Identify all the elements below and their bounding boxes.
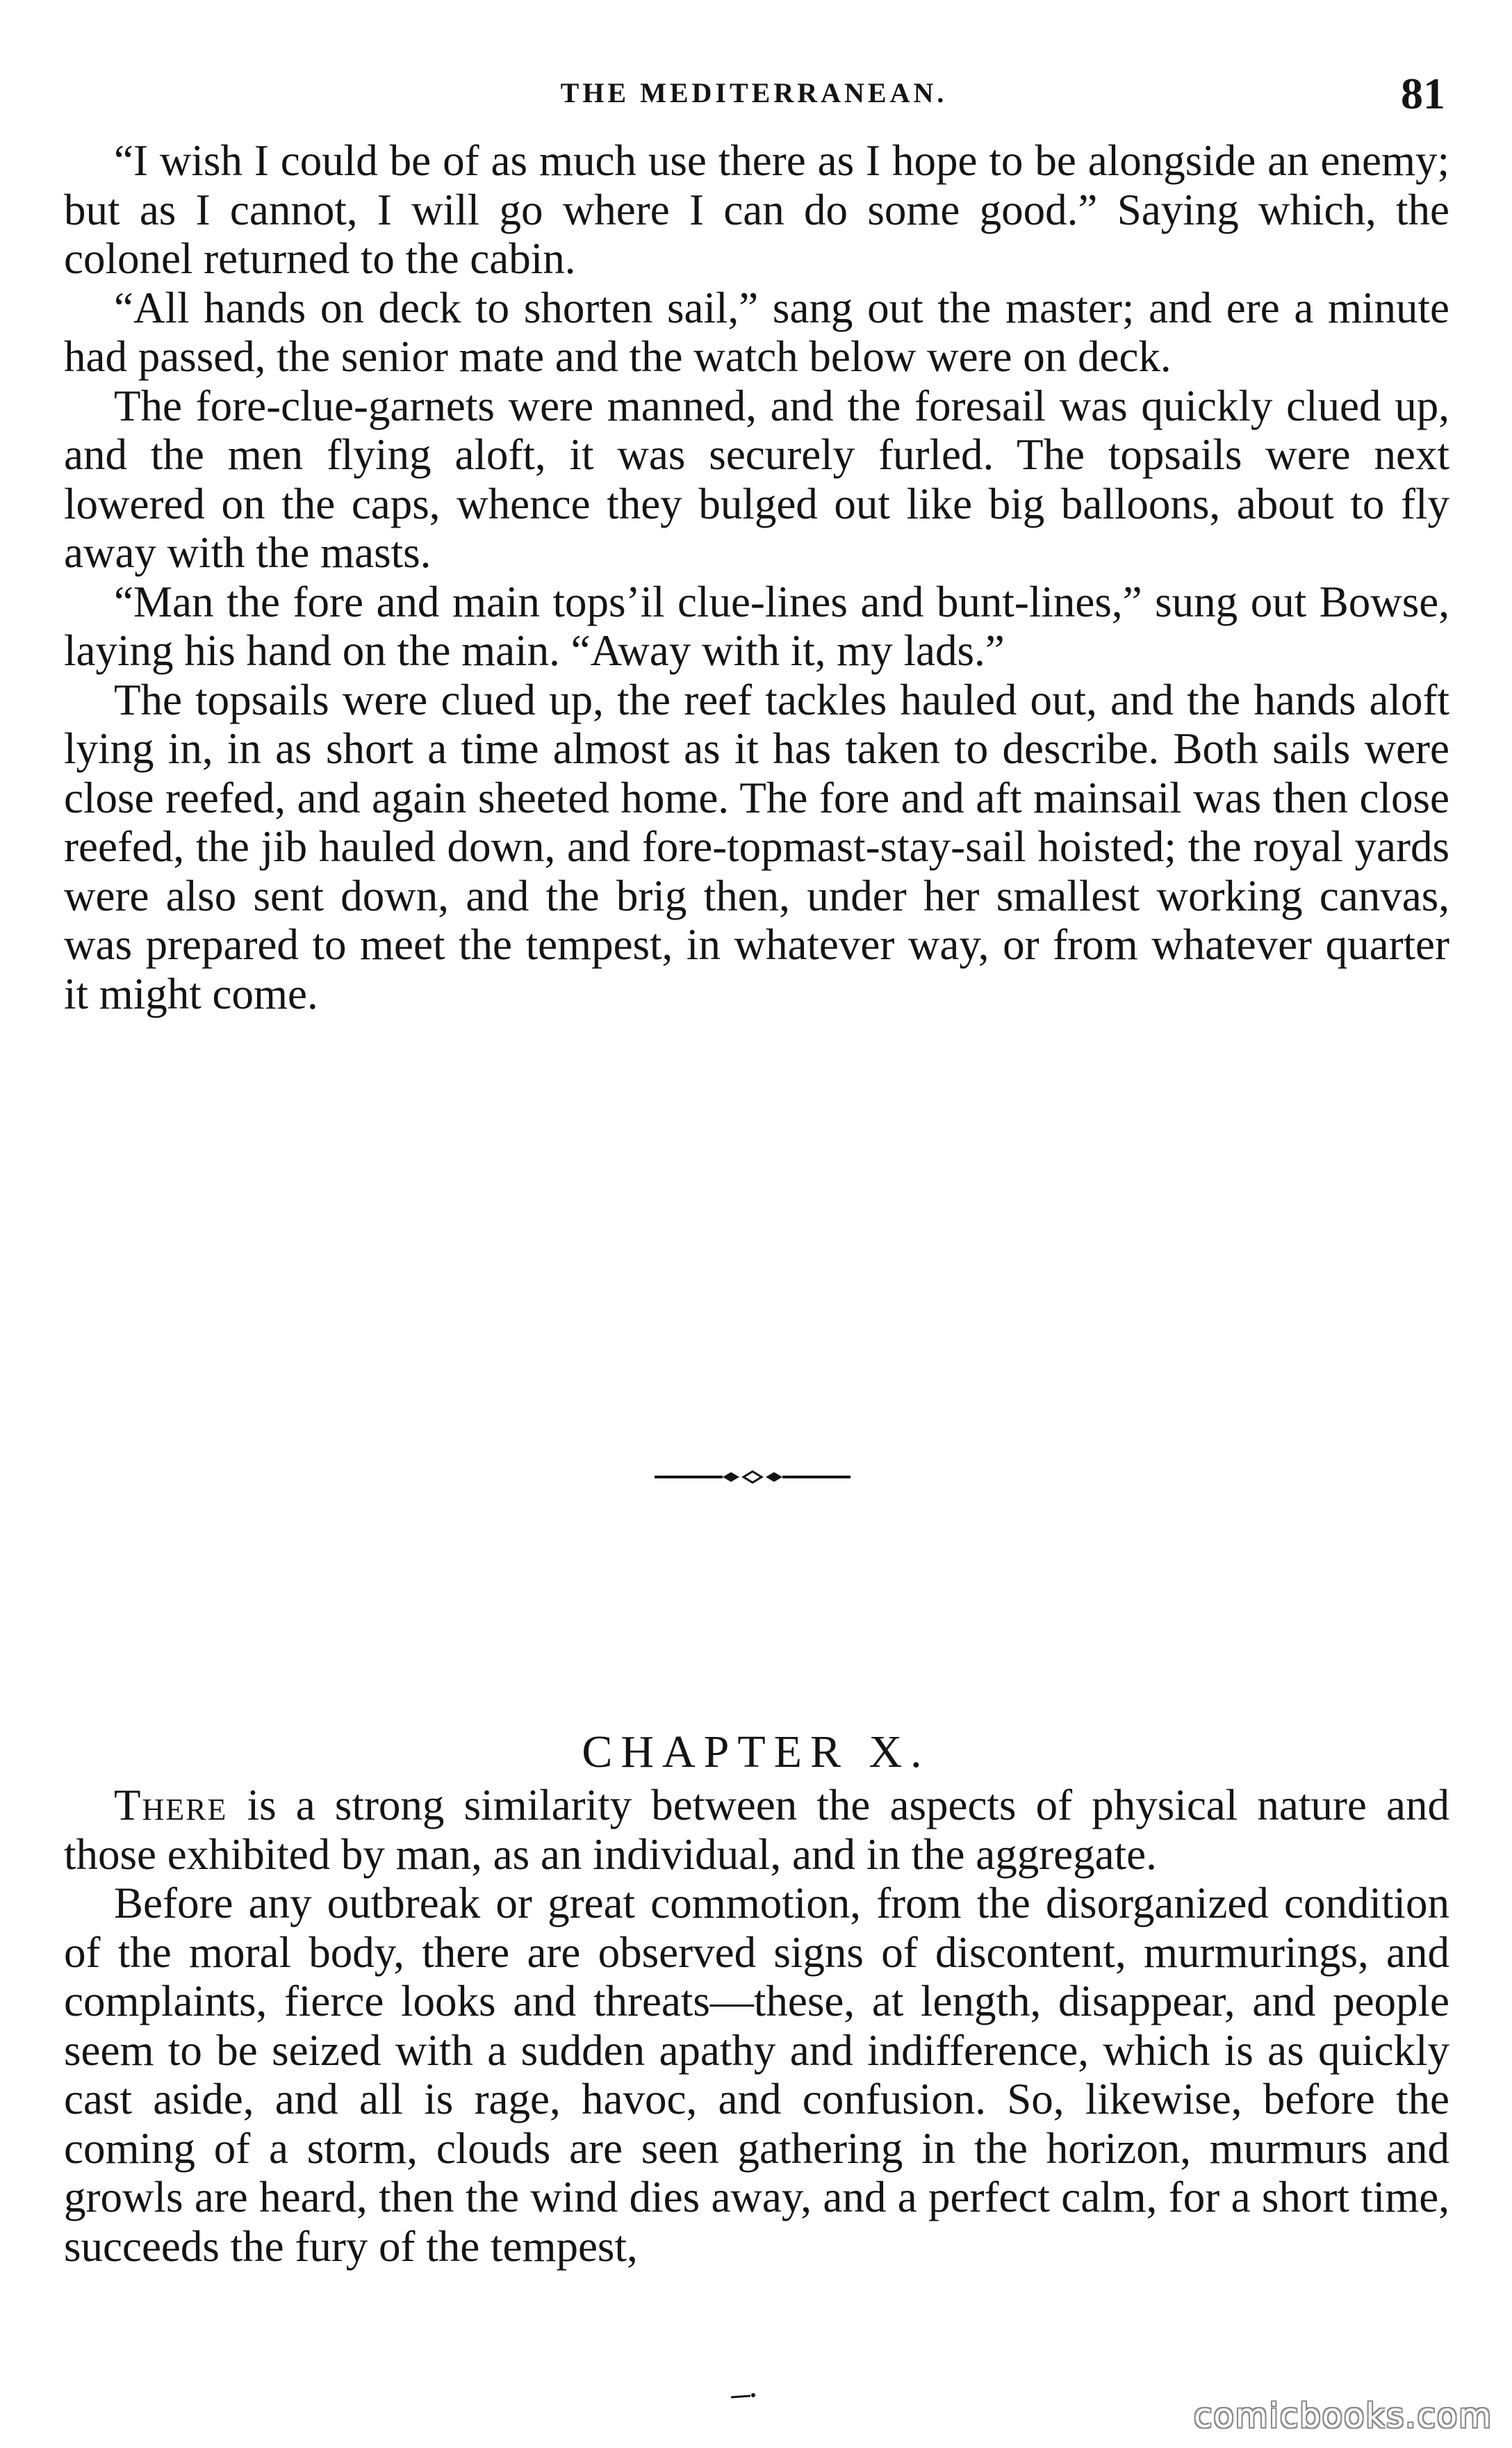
paragraph: Before any outbreak or great commotion, from the disorganized condition of the moral body, there are observed signs of discontent, murmurings, and complaints, fierce looks and threats—these, at length, disappear, and people seem to be seized with a sudden apathy and indifference, which is as quickly cast aside, and all is rage, havoc, and confusion. So, likewise, before the coming of a storm, clouds are seen gathering in the horizon, murmurs and growls are heard, then the wind dies away, and a perfect calm, for a short time, succeeds the fury of the tempest, xyxy=(64,1879,1449,2271)
section-break-ornament-icon xyxy=(652,1467,853,1487)
body-text-chapter xyxy=(64,1781,1449,2271)
opening-paragraph-text: is a strong similarity between the aspects of physical nature and those exhibited by man, as an individual, and in the aggregate. xyxy=(64,1781,1449,1879)
paragraph: The fore-clue-garnets were manned, and the foresail was quickly clued up, and the men flying aloft, it was securely furled. The topsails were next lowered on the caps, whence they bulged out like big balloons, about to fly away with the masts. xyxy=(64,381,1449,577)
page-number: 81 xyxy=(1401,69,1445,118)
chapter-heading: CHAPTER X. xyxy=(582,1726,930,1777)
paragraph: The topsails were clued up, the reef tackles hauled out, and the hands aloft lying in, in as short a time almost as it has taken to describe. Both sails were close reefed, and again sheeted home. The fore and aft mainsail was then close reefed, the jib hauled down, and fore-topmast-stay-sail hoisted; the royal yards were also sent down, and the brig then, under her smallest working canvas, was prepared to meet the tempest, in whatever way, or from whatever quarter it might come. xyxy=(64,675,1449,1018)
printer-mark-icon xyxy=(730,2391,757,2401)
paragraph: “Man the fore and main tops’il clue-lines and bunt-lines,” sung out Bowse, laying his hand on the main. “Away with it, my lads.” xyxy=(64,577,1449,675)
paragraph: “All hands on deck to shorten sail,” sang out the master; and ere a minute had passed, the senior mate and the watch below were on deck. xyxy=(64,283,1449,381)
watermark: comicbooks.com xyxy=(1193,2397,1493,2435)
running-head xyxy=(63,68,1445,124)
opening-word: There xyxy=(114,1781,228,1829)
running-title: THE MEDITERRANEAN. xyxy=(560,77,948,108)
body-text-top xyxy=(64,136,1449,1018)
chapter-opening-paragraph xyxy=(64,1781,1449,1879)
paragraph: “I wish I could be of as much use there as I hope to be alongside an enemy; but as I cannot, I will go where I can do some good.” Saying which, the colonel returned to the cabin. xyxy=(64,136,1449,283)
